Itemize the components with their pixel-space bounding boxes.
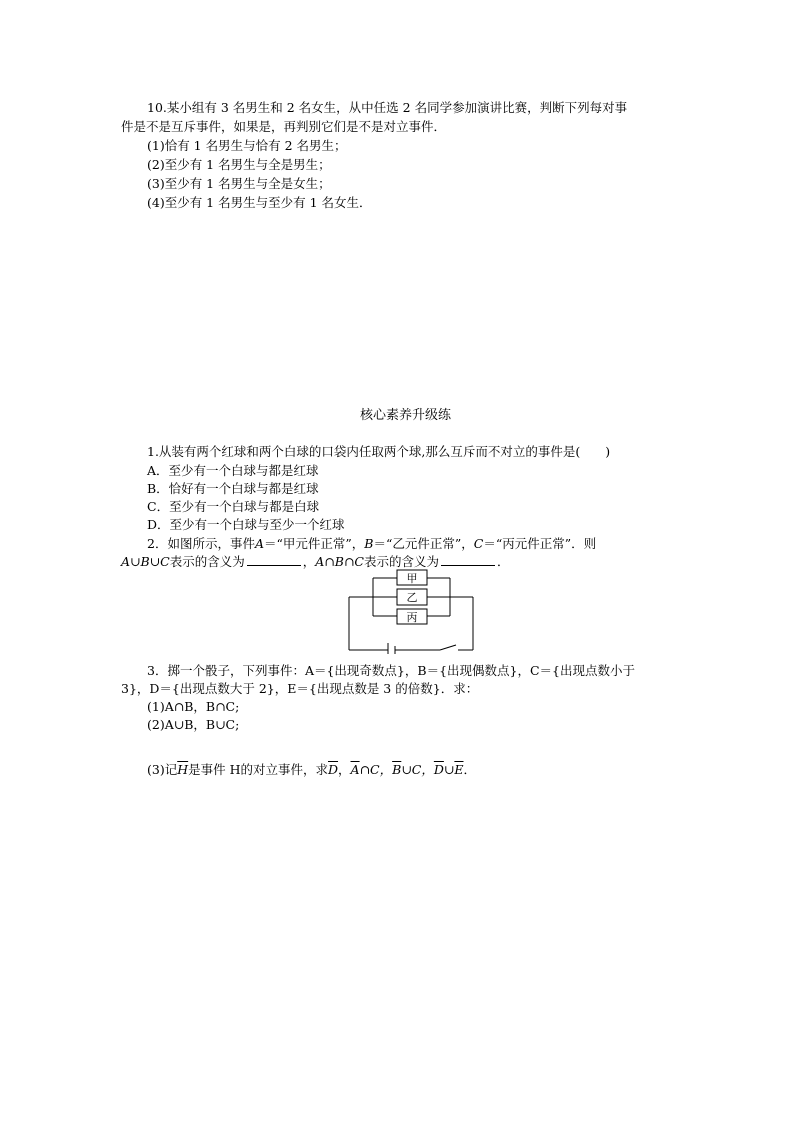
q3-term-2: ∪C， xyxy=(401,762,434,777)
q2-var-b: B xyxy=(364,536,374,551)
q3-term-1: ∩C， xyxy=(359,762,393,777)
section-title: 核心素养升级练 xyxy=(360,408,452,423)
q10-line-1: 10.某小组有 3 名男生和 2 名女生，从中任选 2 名同学参加演讲比赛，判断下列每对事 xyxy=(147,100,628,115)
q2-var-c: C xyxy=(473,536,484,551)
q3-sub-3 xyxy=(147,761,476,778)
q3-sub-2: (2)A∪B，B∪C; xyxy=(147,717,240,732)
q3-line-2: 3}，D＝{出现点数大于 2}，E＝{出现点数是 3 的倍数}．求： xyxy=(121,681,479,696)
q3-complement-h: $\overline{H}$ xyxy=(177,762,189,777)
q1-stem: 1.从装有两个红球和两个白球的口袋内任取两个球,那么互斥而不对立的事件是( ) xyxy=(147,444,611,459)
q10-line-2: 件是不是互斥事件，如果是，再判别它们是不是对立事件． xyxy=(121,119,447,134)
q3-end: ． xyxy=(463,762,477,777)
q10-item-3: (3)至少有 1 名男生与全是女生； xyxy=(147,176,331,191)
q3-complement-b: $\overline{B}$ xyxy=(392,762,402,777)
q1-option-c: C．至少有一个白球与都是白球 xyxy=(147,499,320,514)
q10-item-1: (1)恰有 1 名男生与恰有 2 名男生； xyxy=(147,138,347,153)
switch-lever xyxy=(440,645,456,650)
q1-option-d: D．至少有一个白球与至少一个红球 xyxy=(147,517,345,532)
q2-line-1 xyxy=(147,535,596,552)
q3-sub-1: (1)A∩B，B∩C; xyxy=(147,699,240,714)
q2-intersection-expr: A∩B∩C xyxy=(315,554,364,569)
q2-answer-blank-1[interactable] xyxy=(247,555,301,566)
q3-complement-d: $\overline{D}$ xyxy=(328,762,339,777)
q1-option-a: A．至少有一个白球与都是红球 xyxy=(147,463,319,478)
q3-line-1: 3．掷一个骰子，下列事件：A＝{出现奇数点}，B＝{出现偶数点}，C＝{出现点数小于 xyxy=(147,663,635,678)
q10-item-2: (2)至少有 1 名男生与全是男生； xyxy=(147,157,331,172)
q3-complement-a: $\overline{A}$ xyxy=(350,762,360,777)
q10-item-4: (4)至少有 1 名男生与至少有 1 名女生． xyxy=(147,195,372,210)
q2-intersection-text: 表示的含义为 xyxy=(364,554,440,569)
q3-term-3: ∪ xyxy=(443,762,455,777)
q2-union-text: 表示的含义为 xyxy=(169,554,245,569)
q2-text-1: 2．如图所示，事件 xyxy=(147,536,255,551)
q2-text-2: ＝“甲元件正常”， xyxy=(264,536,365,551)
q3-complement-e: $\overline{E}$ xyxy=(454,762,464,777)
circuit-diagram xyxy=(340,566,480,654)
component-bing-label: 丙 xyxy=(406,611,418,624)
q1-option-b: B．恰好有一个白球与都是红球 xyxy=(147,481,319,496)
q3-sub3-mid: 是事件 H的对立事件，求 xyxy=(188,762,328,777)
q2-answer-blank-2[interactable] xyxy=(441,555,495,566)
q2-period: ． xyxy=(497,554,510,569)
component-jia-label: 甲 xyxy=(406,572,418,585)
q2-comma: ， xyxy=(302,554,316,569)
component-yi-label: 乙 xyxy=(406,591,418,604)
q2-var-a: A xyxy=(254,536,264,551)
q2-text-4: ＝“丙元件正常”．则 xyxy=(483,536,597,551)
q2-text-3: ＝“乙元件正常”， xyxy=(373,536,474,551)
q2-union-expr: A∪B∪C xyxy=(121,554,170,569)
q3-complement-d2: $\overline{D}$ xyxy=(433,762,444,777)
q3-sep: ， xyxy=(338,762,351,777)
q3-sub3-prefix: (3)记 xyxy=(147,762,178,777)
